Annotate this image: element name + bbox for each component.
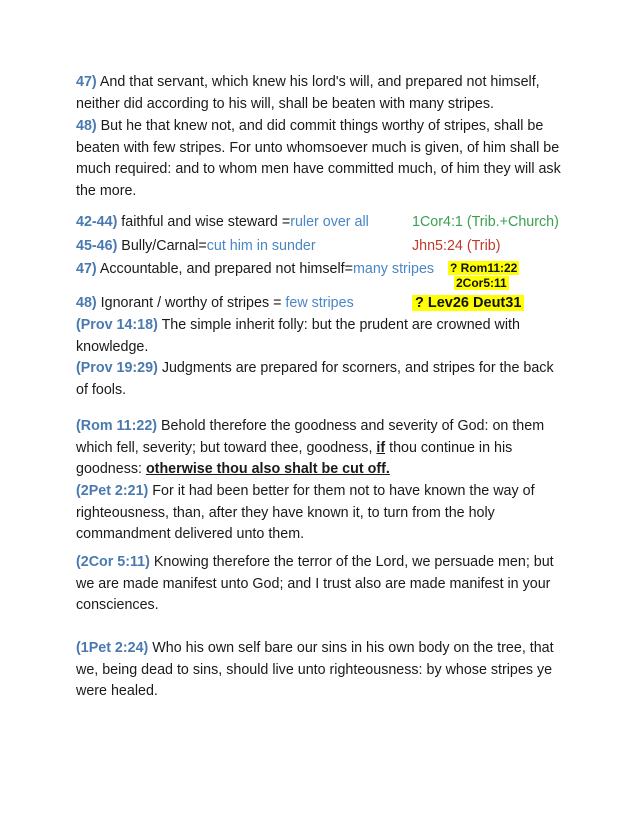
row-text: Ignorant / worthy of stripes = — [96, 295, 286, 311]
verse-text: For it had been better for them not to have known the way of righteousness, than, after they have known it, to turn from the holy commandment delivered unto them. — [76, 483, 535, 542]
verse-text: The simple inherit folly: but the prudent are crowned with knowledge. — [76, 317, 520, 355]
row-ref: 48) — [76, 295, 97, 311]
verse-ref: 48) — [76, 118, 97, 134]
verse-ref: (Rom 11:22) — [76, 418, 158, 434]
summary-row-48 — [76, 293, 354, 315]
prov-19-29 — [76, 358, 566, 401]
row-text: Bully/Carnal= — [117, 238, 207, 254]
verse-ref: (1Pet 2:24) — [76, 640, 149, 656]
verse-text: Behold therefore the goodness and severity of God: on them which fell, severity; but toward thee, goodness, — [76, 418, 545, 456]
verse-text: Knowing therefore the terror of the Lord, we persuade men; but we are made manifest unto God; and I trust also are made manifest in your consciences. — [76, 554, 554, 613]
row-ref: 42-44) — [76, 214, 118, 230]
verse-48 — [76, 116, 566, 202]
verse-text: But he that knew not, and did commit things worthy of stripes, shall be beaten with few stripes. For unto whomsoever much is given, of him shall be much required: and to whom men have committed much, of him they will ask the more. — [76, 118, 561, 199]
cross-reference: Jhn5:24 (Trib) — [412, 238, 501, 254]
prov-14-18 — [76, 315, 566, 358]
highlight-note: ? Rom11:22 — [450, 261, 518, 275]
verse-ref: 47) — [76, 74, 97, 90]
verse-text: thou continue in his goodness: — [76, 439, 513, 477]
highlight-box-lev-deut — [412, 293, 524, 315]
row-highlight: few stripes — [285, 295, 354, 311]
row-text: faithful and wise steward = — [117, 214, 291, 230]
rom-11-22 — [76, 416, 566, 481]
row-ref: 47) — [76, 261, 97, 277]
row-highlight: cut him in sunder — [206, 238, 316, 254]
verse-ref: (2Pet 2:21) — [76, 483, 149, 499]
row-highlight: many stripes — [353, 261, 435, 277]
highlight-box-rom-cor — [448, 261, 519, 291]
emphasis-cut-off: otherwise thou also shalt be cut off. — [145, 461, 390, 477]
2cor-5-11 — [76, 552, 566, 617]
row-ref: 45-46) — [76, 238, 118, 254]
summary-row-47 — [76, 259, 434, 281]
verse-text: Who his own self bare our sins in his own body on the tree, that we, being dead to sins, should live unto righteousness: by whose stripes ye were healed. — [76, 640, 554, 699]
highlight-note: ? Lev26 Deut31 — [412, 295, 524, 311]
1pet-2-24 — [76, 638, 566, 703]
verse-ref: (2Cor 5:11) — [76, 554, 150, 570]
cross-reference: 1Cor4:1 (Trib.+Church) — [412, 214, 559, 230]
verse-text: And that servant, which knew his lord's will, and prepared not himself, neither did according to his will, shall be beaten with many stripes. — [76, 74, 540, 112]
row-text: Accountable, and prepared not himself= — [96, 261, 353, 277]
summary-row-42-44 — [76, 212, 369, 234]
emphasis-if: if — [376, 439, 386, 456]
row-highlight: ruler over all — [290, 214, 369, 230]
verse-47 — [76, 72, 566, 115]
summary-row-45-46 — [76, 236, 316, 258]
verse-ref: (Prov 19:29) — [76, 360, 158, 376]
verse-text: Judgments are prepared for scorners, and stripes for the back of fools. — [76, 360, 554, 398]
2pet-2-21 — [76, 481, 566, 546]
verse-ref: (Prov 14:18) — [76, 317, 158, 333]
highlight-note: 2Cor5:11 — [456, 276, 507, 290]
